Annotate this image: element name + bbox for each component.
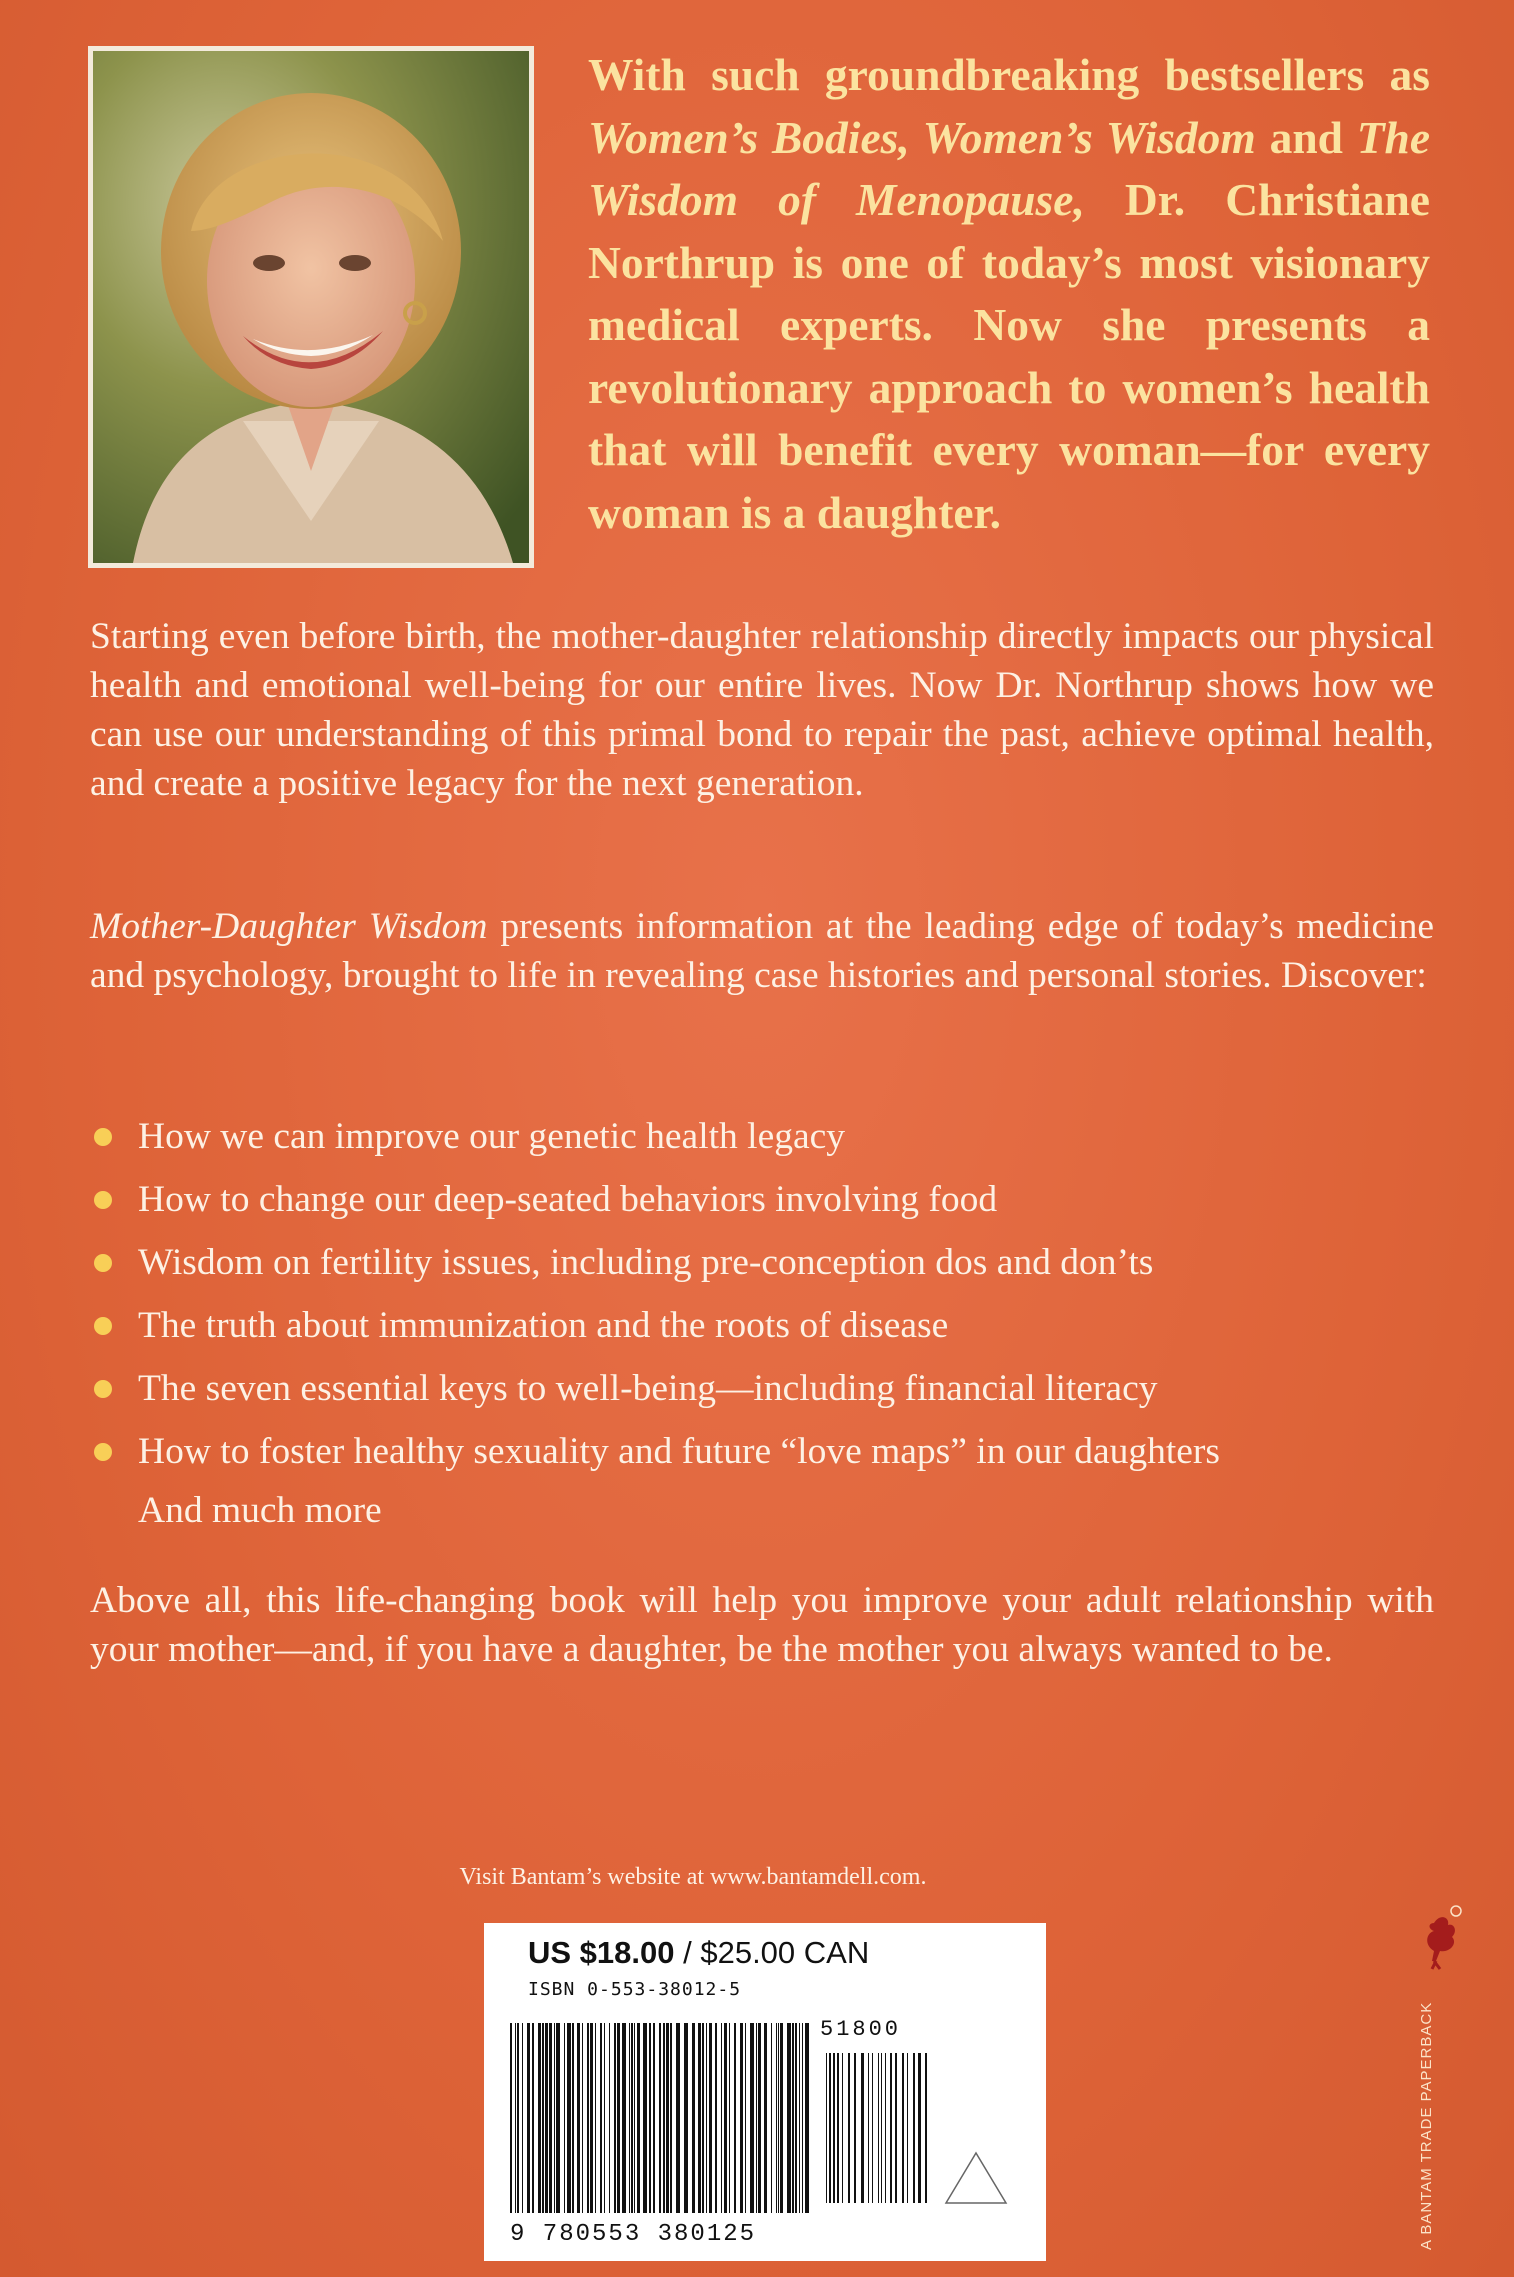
ean-number: 9 780553 380125: [510, 2221, 757, 2248]
price-separator: /: [674, 1935, 701, 1970]
barcode-box: [484, 1923, 1046, 2261]
closing-paragraph: Above all, this life-changing book will help you improve your adult relationship with your mother—and, if you have a daughter, be the mother you always wanted to be.: [90, 1580, 1434, 1670]
intro-lead: With such groundbreaking bestsellers as: [588, 49, 1430, 100]
isbn: ISBN 0-553-38012-5: [528, 1979, 742, 2000]
price-line: [528, 1935, 1028, 1971]
bullet-icon: [94, 1191, 112, 1209]
list-item: [90, 1420, 1434, 1483]
list-item-text: How to change our deep-seated behaviors involving food: [138, 1179, 998, 1220]
rooster-logo-icon: [1420, 1905, 1464, 1975]
bullet-icon: [94, 1317, 112, 1335]
spine-imprint: A BANTAM TRADE PAPERBACK: [1418, 2001, 1435, 2250]
intro-rest: Dr. Christiane Northrup is one of today’s most visionary medical experts. Now she presents a revolutionary approach to women’s health that will benefit every woman—for every woman is a daughter.: [588, 174, 1430, 538]
bullet-icon: [94, 1254, 112, 1272]
bullet-icon: [94, 1380, 112, 1398]
intro-blurb: [588, 44, 1430, 544]
book-title: Mother-Daughter Wisdom: [90, 906, 488, 947]
list-item-text: How we can improve our genetic health legacy: [138, 1116, 846, 1157]
and-more: And much more: [138, 1490, 382, 1531]
list-item: [90, 1294, 1434, 1357]
website-note: Visit Bantam’s website at www.bantamdell.com.: [459, 1864, 927, 1890]
list-item: [90, 1168, 1434, 1231]
paragraph-1: Starting even before birth, the mother-daughter relationship directly impacts our physical health and emotional well-being for our entire lives. Now Dr. Northrup shows how we can use our understanding of this primal bond to repair the past, achieve optimal health, and create a positive legacy for the next generation.: [90, 616, 1434, 804]
bullet-list: [90, 1105, 1434, 1483]
list-item-text: The truth about immunization and the roots of disease: [138, 1305, 949, 1346]
list-item-text: Wisdom on fertility issues, including pre-conception dos and don’ts: [138, 1242, 1154, 1283]
bullet-icon: [94, 1128, 112, 1146]
list-item-text: The seven essential keys to well-being—including financial literacy: [138, 1368, 1158, 1409]
supplement-code: 51800: [820, 2017, 902, 2042]
intro-title-2: The Wisdom of Menopause,: [588, 111, 1431, 225]
intro-title-1: Women’s Bodies, Women’s Wisdom: [588, 111, 1256, 163]
bullet-icon: [94, 1443, 112, 1461]
barcode-bars: [506, 2013, 1026, 2223]
author-photo: [88, 46, 534, 568]
paragraph-2: [90, 902, 1434, 1000]
intro-and: and: [1269, 111, 1343, 163]
paragraph-2-text: presents information at the leading edge of today’s medicine and psychology, brought to life in revealing case histories and personal stories. Discover:: [90, 906, 1434, 996]
price-can: $25.00 CAN: [700, 1935, 870, 1970]
list-item-text: How to foster healthy sexuality and future “love maps” in our daughters: [138, 1431, 1220, 1472]
price-us: US $18.00: [528, 1935, 675, 1970]
list-item: [90, 1231, 1434, 1294]
list-item: [90, 1357, 1434, 1420]
list-item: [90, 1105, 1434, 1168]
